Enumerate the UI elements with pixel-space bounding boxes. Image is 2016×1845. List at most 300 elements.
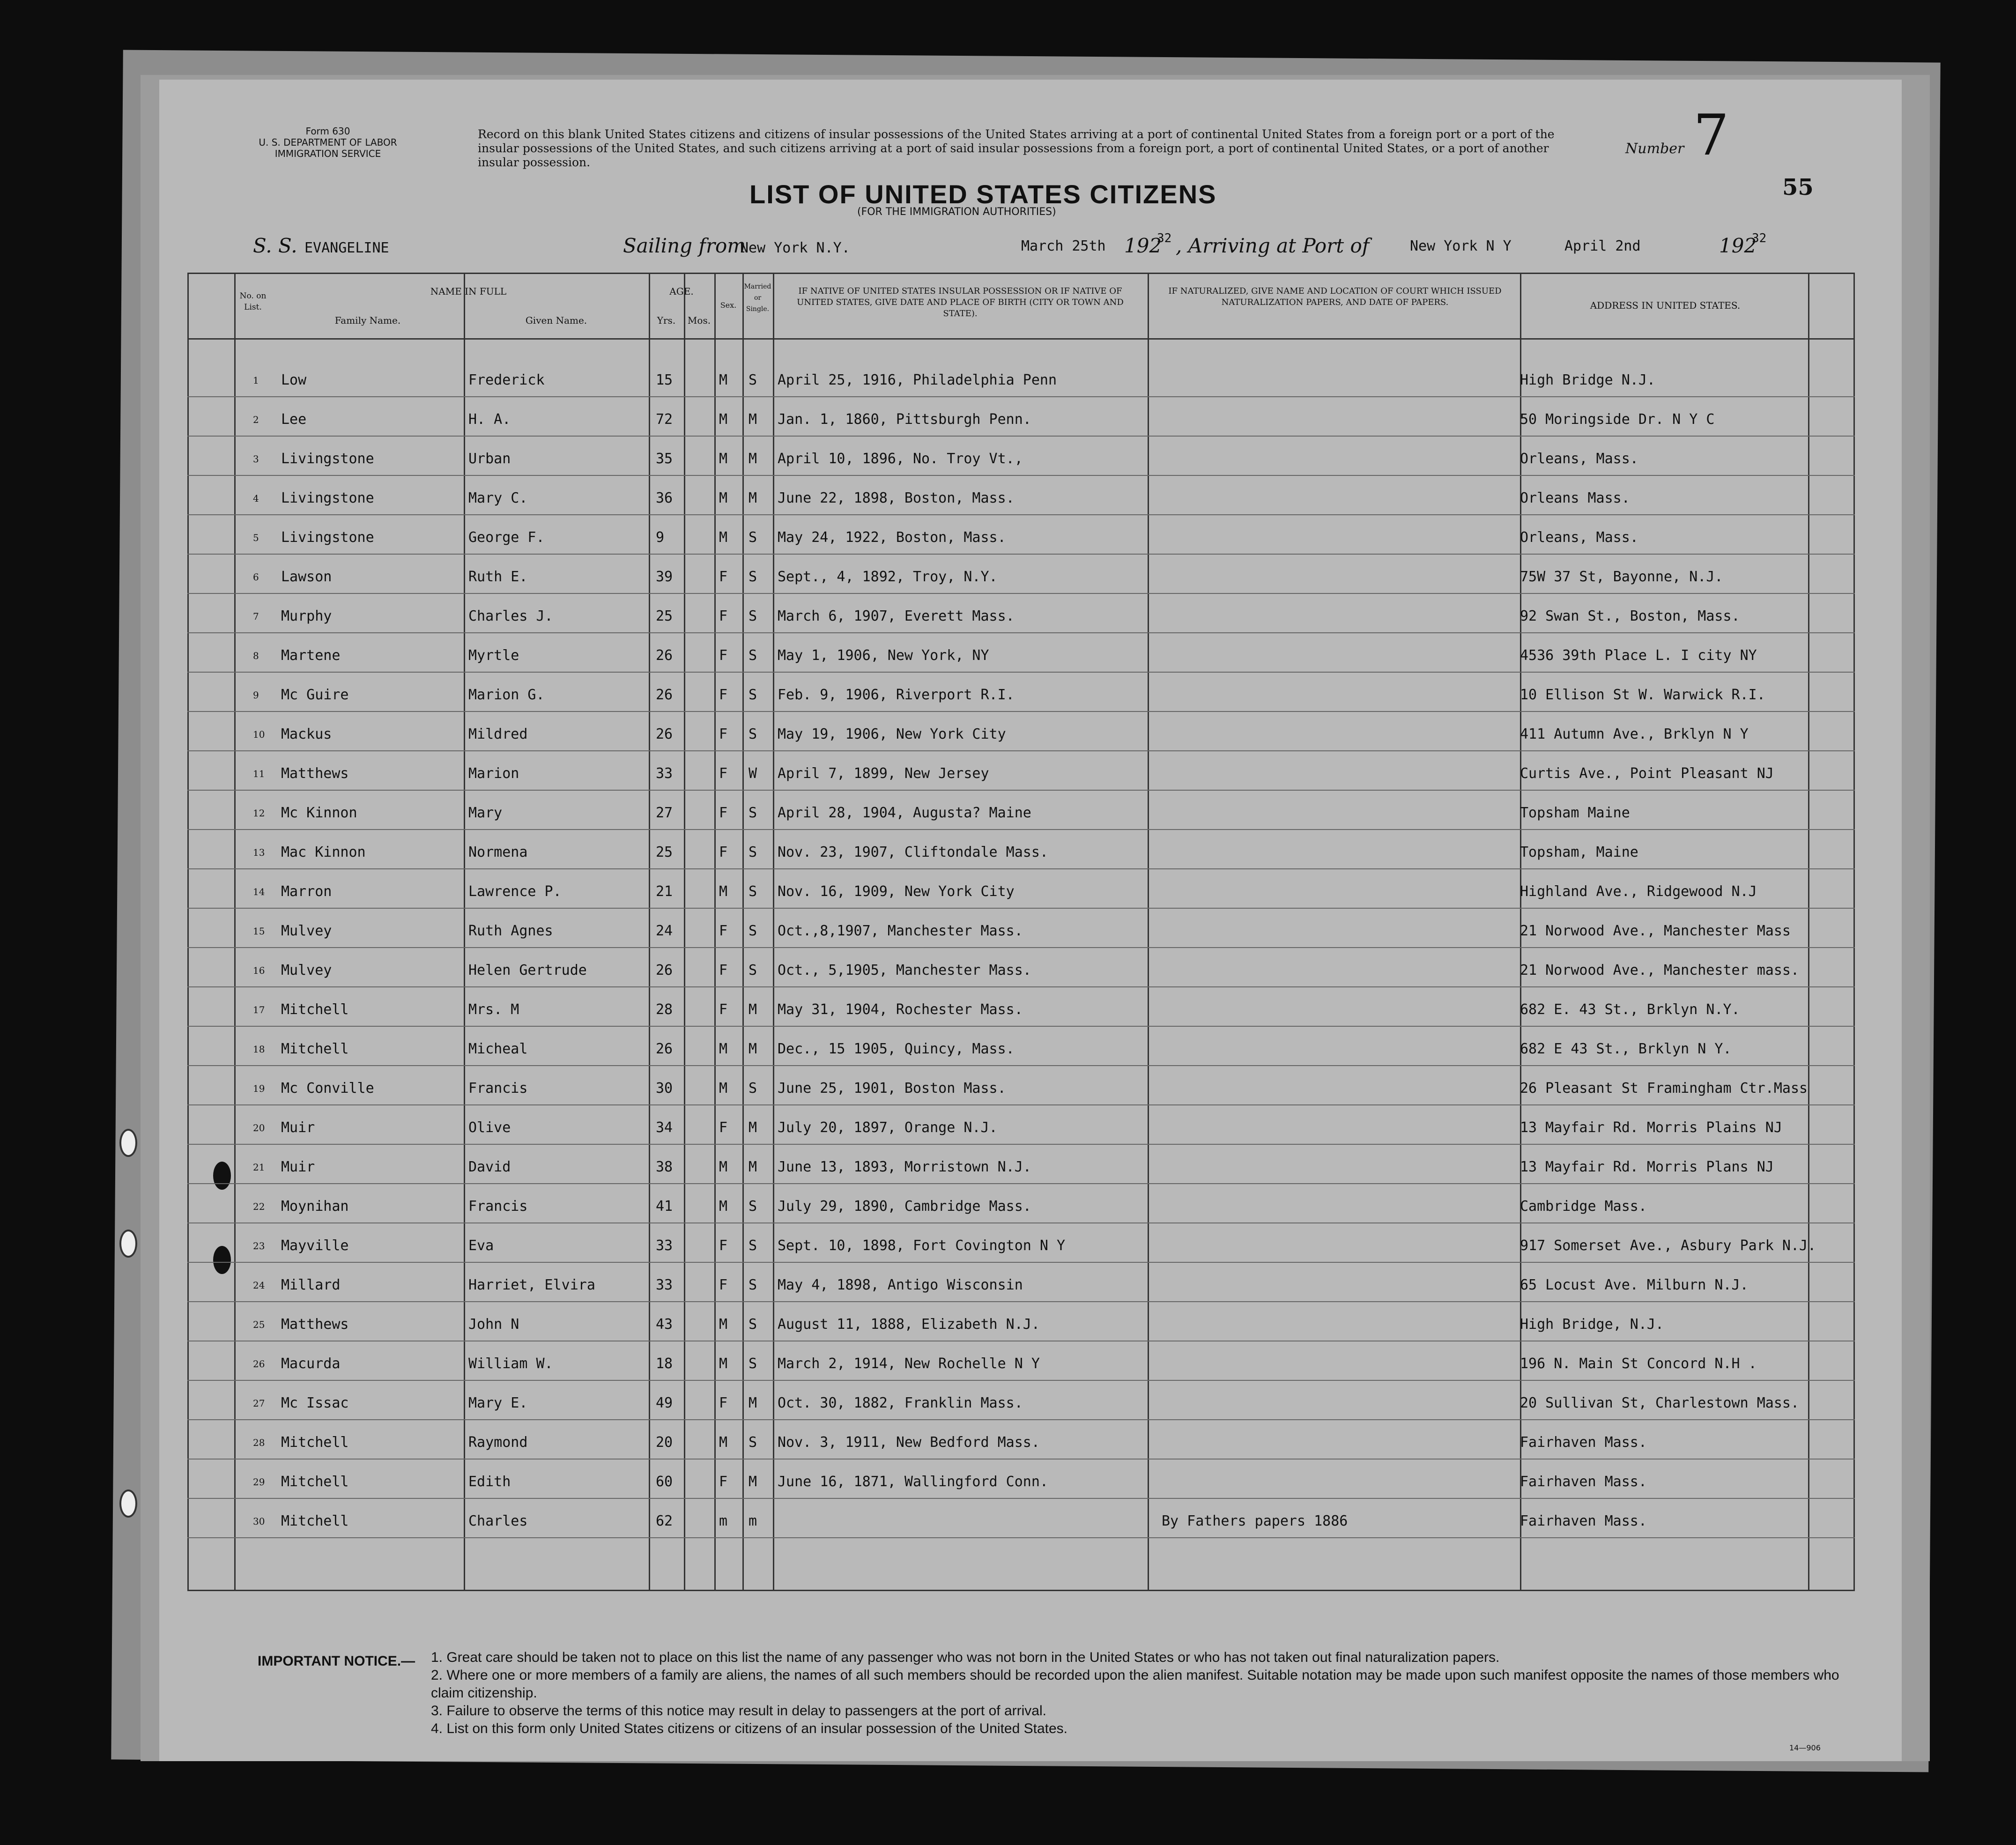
notice-item: 1. Great care should be taken not to place on this list the name of any passenger who was not born in the United States or who has not taken out final naturalization papers. (431, 1650, 1500, 1665)
marital-status: M (749, 1395, 757, 1411)
address: 411 Autumn Ave., Brklyn N Y (1520, 726, 1749, 742)
table-row (187, 916, 1855, 944)
address: 917 Somerset Ave., Asbury Park N.J. (1520, 1237, 1816, 1254)
birth-info: Feb. 9, 1906, Riverport R.I. (778, 687, 1015, 703)
given-name: Lawrence P. (468, 883, 562, 900)
record-instructions: Record on this blank United States citizens and citizens of insular possessions of the United States arriving at a port of continental United States from a foreign port or a port of the insular possessions of the United States, and such citizens arriving at a port of said insular possessions from a foreign port, a port of continental United States, or a port of another insular possession. (478, 127, 1555, 169)
address: Fairhaven Mass. (1520, 1434, 1647, 1451)
birth-info: Oct.,8,1907, Manchester Mass. (778, 923, 1023, 939)
marital-status: S (749, 1198, 757, 1215)
age-years: 27 (656, 805, 673, 821)
table-row (187, 1310, 1855, 1338)
marital-status: S (749, 1277, 757, 1293)
age-years: 34 (656, 1119, 673, 1136)
birth-info: April 10, 1896, No. Troy Vt., (778, 451, 1023, 467)
family-name: Livingstone (281, 529, 374, 546)
family-name: Lawson (281, 569, 332, 585)
family-name: Moynihan (281, 1198, 349, 1215)
given-name: H. A. (468, 411, 511, 428)
given-name: Eva (468, 1237, 494, 1254)
family-name: Mulvey (281, 923, 332, 939)
row-rule (187, 1419, 1855, 1420)
birth-info: Dec., 15 1905, Quincy, Mass. (778, 1041, 1015, 1057)
sex: M (719, 883, 728, 900)
given-name: Mrs. M (468, 1001, 519, 1018)
age-years: 21 (656, 883, 673, 900)
age-years: 36 (656, 490, 673, 506)
sex: F (719, 569, 728, 585)
given-name: Marion G. (468, 687, 545, 703)
table-row (187, 1388, 1855, 1416)
birth-info: Nov. 3, 1911, New Bedford Mass. (778, 1434, 1040, 1451)
sex: F (719, 1277, 728, 1293)
sex: F (719, 1119, 728, 1136)
row-number: 5 (253, 532, 259, 543)
given-name: Normena (468, 844, 528, 860)
birth-info: March 2, 1914, New Rochelle N Y (778, 1356, 1040, 1372)
col-naturalized-header: IF NATURALIZED, GIVE NAME AND LOCATION OF COURT WHICH ISSUED NATURALIZATION PAPERS, AND DATE OF PAPERS. (1168, 286, 1502, 307)
given-name: Olive (468, 1119, 511, 1136)
table-row (187, 1428, 1855, 1456)
marital-status: M (749, 451, 757, 467)
row-rule (187, 475, 1855, 476)
sex: M (719, 1080, 728, 1097)
family-name: Livingstone (281, 451, 374, 467)
row-rule (187, 1183, 1855, 1184)
table-row (187, 1270, 1855, 1298)
marital-status: S (749, 687, 757, 703)
age-years: 62 (656, 1513, 673, 1529)
given-name: Frederick (468, 372, 545, 388)
table-row (187, 1506, 1855, 1534)
row-rule (187, 672, 1855, 673)
table-row (187, 1192, 1855, 1220)
row-number: 1 (253, 375, 259, 386)
row-number: 21 (253, 1162, 265, 1173)
given-name: Micheal (468, 1041, 528, 1057)
ss-label: S. S. (253, 234, 297, 257)
birth-info: Nov. 23, 1907, Cliftondale Mass. (778, 844, 1048, 860)
table-row (187, 680, 1855, 708)
age-years: 41 (656, 1198, 673, 1215)
row-number: 10 (253, 729, 265, 740)
row-rule (187, 908, 1855, 909)
family-name: Mackus (281, 726, 332, 742)
row-rule (187, 1026, 1855, 1027)
birth-info: April 7, 1899, New Jersey (778, 765, 989, 782)
naturalization-info: By Fathers papers 1886 (1162, 1513, 1348, 1529)
table-row (187, 798, 1855, 826)
family-name: Livingstone (281, 490, 374, 506)
table-row (187, 837, 1855, 866)
row-number: 6 (253, 571, 259, 583)
given-name: Urban (468, 451, 511, 467)
given-name: George F. (468, 529, 545, 546)
table-row (187, 641, 1855, 669)
table-row (187, 601, 1855, 630)
sailing-date: March 25th (1021, 238, 1106, 254)
marital-status: m (749, 1513, 757, 1529)
marital-status: S (749, 844, 757, 860)
address: 20 Sullivan St, Charlestown Mass. (1520, 1395, 1800, 1411)
row-rule (187, 868, 1855, 869)
family-name: Mac Kinnon (281, 844, 366, 860)
row-number: 23 (253, 1240, 265, 1252)
birth-info: April 28, 1904, Augusta? Maine (778, 805, 1031, 821)
given-name: Mary (468, 805, 503, 821)
row-number: 2 (253, 414, 259, 425)
row-number: 27 (253, 1398, 265, 1409)
row-number: 25 (253, 1319, 265, 1330)
table-row (187, 1467, 1855, 1495)
sex: F (719, 765, 728, 782)
arrival-date: April 2nd (1564, 238, 1641, 254)
form-code: 14—906 (1789, 1743, 1821, 1752)
address: 196 N. Main St Concord N.H . (1520, 1356, 1757, 1372)
table-row (187, 719, 1855, 748)
age-years: 26 (656, 687, 673, 703)
address: 21 Norwood Ave., Manchester Mass (1520, 923, 1791, 939)
marital-status: M (749, 1159, 757, 1175)
sex: M (719, 1434, 728, 1451)
row-rule (187, 750, 1855, 751)
row-number: 7 (253, 611, 259, 622)
address: 75W 37 St, Bayonne, N.J. (1520, 569, 1723, 585)
marital-status: W (749, 765, 757, 782)
notice-heading: IMPORTANT NOTICE.— (258, 1653, 415, 1669)
notice-item: 2. Where one or more members of a family are aliens, the names of all such members should be recorded upon the alien manifest. Suitable notation may be made upon such manifest opposite the names of those members who claim citizenship. (431, 1667, 1839, 1701)
row-rule (187, 396, 1855, 397)
given-name: John N (468, 1316, 519, 1333)
sailing-port: New York N.Y. (740, 240, 850, 256)
sailing-label: Sailing from (623, 234, 746, 257)
row-number: 18 (253, 1044, 265, 1055)
address: High Bridge N.J. (1520, 372, 1655, 388)
marital-status: M (749, 490, 757, 506)
notice-item: 4. List on this form only United States citizens or citizens of an insular possession of the United States. (431, 1721, 1068, 1736)
marital-status: M (749, 1474, 757, 1490)
birth-info: Oct., 5,1905, Manchester Mass. (778, 962, 1031, 978)
age-years: 39 (656, 569, 673, 585)
marital-status: S (749, 608, 757, 624)
given-name: Francis (468, 1080, 528, 1097)
age-years: 18 (656, 1356, 673, 1372)
age-years: 33 (656, 1277, 673, 1293)
birth-info: Sept., 4, 1892, Troy, N.Y. (778, 569, 998, 585)
age-years: 72 (656, 411, 673, 428)
birth-info: May 31, 1904, Rochester Mass. (778, 1001, 1023, 1018)
given-name: Marion (468, 765, 519, 782)
arriving-label: , Arriving at Port of (1176, 234, 1370, 257)
row-rule (187, 986, 1855, 987)
row-rule (187, 1065, 1855, 1066)
given-name: Mildred (468, 726, 528, 742)
marital-status: S (749, 883, 757, 900)
birth-info: Sept. 10, 1898, Fort Covington N Y (778, 1237, 1066, 1254)
given-name: William W. (468, 1356, 553, 1372)
service-name: IMMIGRATION SERVICE (274, 148, 381, 159)
department-name: U. S. DEPARTMENT OF LABOR (259, 137, 397, 148)
row-rule (187, 554, 1855, 555)
marital-status: S (749, 372, 757, 388)
family-name: Muir (281, 1159, 315, 1175)
table-row (187, 1113, 1855, 1141)
table-row (187, 1034, 1855, 1062)
sex: M (719, 529, 728, 546)
birth-info: March 6, 1907, Everett Mass. (778, 608, 1015, 624)
sex: M (719, 1198, 728, 1215)
age-years: 9 (656, 529, 665, 546)
given-name: David (468, 1159, 511, 1175)
table-row (187, 562, 1855, 590)
given-name: Helen Gertrude (468, 962, 587, 978)
voyage-line (253, 231, 1799, 267)
family-name: Mitchell (281, 1434, 349, 1451)
age-years: 24 (656, 923, 673, 939)
family-name: Matthews (281, 1316, 349, 1333)
given-name: Francis (468, 1198, 528, 1215)
marital-status: M (749, 1001, 757, 1018)
notice-item: 3. Failure to observe the terms of this notice may result in delay to passengers at the port of arrival. (431, 1703, 1046, 1719)
birth-info: June 16, 1871, Wallingford Conn. (778, 1474, 1048, 1490)
arrival-year: 32 (1752, 231, 1767, 245)
address: 65 Locust Ave. Milburn N.J. (1520, 1277, 1749, 1293)
row-rule (187, 1459, 1855, 1460)
marital-status: S (749, 569, 757, 585)
row-number: 28 (253, 1437, 265, 1448)
age-years: 49 (656, 1395, 673, 1411)
age-years: 30 (656, 1080, 673, 1097)
birth-info: July 29, 1890, Cambridge Mass. (778, 1198, 1031, 1215)
given-name: Charles (468, 1513, 528, 1529)
col-sex-header: Sex. (720, 301, 737, 310)
sex: m (719, 1513, 728, 1529)
address: 10 Ellison St W. Warwick R.I. (1520, 687, 1765, 703)
age-years: 26 (656, 1041, 673, 1057)
table-row (187, 365, 1855, 393)
col-no-header: No. on List. (239, 291, 267, 312)
sex: F (719, 608, 728, 624)
sex: F (719, 805, 728, 821)
given-name: Harriet, Elvira (468, 1277, 595, 1293)
row-rule (187, 1104, 1855, 1105)
table-row (187, 523, 1855, 551)
row-rule (187, 514, 1855, 515)
age-years: 33 (656, 1237, 673, 1254)
marital-status: M (749, 1041, 757, 1057)
row-rule (187, 1380, 1855, 1381)
age-years: 35 (656, 451, 673, 467)
family-name: Mc Issac (281, 1395, 349, 1411)
form-id-block (234, 126, 422, 159)
col-name-header: NAME IN FULL (430, 286, 507, 297)
list-number: 7 (1693, 103, 1729, 168)
birth-info: Nov. 16, 1909, New York City (778, 883, 1015, 900)
age-years: 20 (656, 1434, 673, 1451)
row-rule (187, 790, 1855, 791)
table-row (187, 1231, 1855, 1259)
row-number: 22 (253, 1201, 265, 1212)
family-name: Martene (281, 647, 341, 664)
col-age-header: AGE. (669, 286, 694, 297)
birth-info: April 25, 1916, Philadelphia Penn (778, 372, 1057, 388)
marital-status: S (749, 1434, 757, 1451)
birth-info: June 22, 1898, Boston, Mass. (778, 490, 1015, 506)
family-name: Mulvey (281, 962, 332, 978)
row-number: 12 (253, 808, 265, 819)
page-number: 55 (1782, 174, 1814, 200)
given-name: Myrtle (468, 647, 519, 664)
family-name: Mitchell (281, 1513, 349, 1529)
marital-status: S (749, 529, 757, 546)
row-number: 20 (253, 1122, 265, 1134)
address: 4536 39th Place L. I city NY (1520, 647, 1757, 664)
family-name: Matthews (281, 765, 349, 782)
row-number: 3 (253, 453, 259, 465)
age-years: 25 (656, 844, 673, 860)
address: Fairhaven Mass. (1520, 1474, 1647, 1490)
family-name: Marron (281, 883, 332, 900)
birth-info: May 19, 1906, New York City (778, 726, 1006, 742)
address: Fairhaven Mass. (1520, 1513, 1647, 1529)
marital-status: S (749, 962, 757, 978)
sex: F (719, 647, 728, 664)
sex: M (719, 1316, 728, 1333)
number-label: Number (1625, 141, 1684, 157)
marital-status: M (749, 1119, 757, 1136)
row-rule (187, 632, 1855, 633)
address: Topsham Maine (1520, 805, 1630, 821)
col-married-header: Married or Single. (744, 283, 771, 313)
given-name: Mary E. (468, 1395, 528, 1411)
address: Topsham, Maine (1520, 844, 1638, 860)
row-rule (187, 1301, 1855, 1302)
row-rule (187, 1262, 1855, 1263)
marital-status: M (749, 411, 757, 428)
sex: F (719, 1474, 728, 1490)
given-name: Charles J. (468, 608, 553, 624)
age-years: 33 (656, 765, 673, 782)
row-rule (187, 711, 1855, 712)
birth-info: June 13, 1893, Morristown N.J. (778, 1159, 1031, 1175)
given-name: Raymond (468, 1434, 528, 1451)
age-years: 26 (656, 962, 673, 978)
row-rule (187, 1498, 1855, 1499)
family-name: Low (281, 372, 307, 388)
table-row (187, 405, 1855, 433)
arrival-year-prefix: 192 (1719, 234, 1757, 257)
age-years: 25 (656, 608, 673, 624)
table-row (187, 483, 1855, 511)
sex: F (719, 1395, 728, 1411)
sail-year: 32 (1157, 231, 1172, 245)
address: 26 Pleasant St Framingham Ctr.Mass (1520, 1080, 1808, 1097)
row-rule (187, 593, 1855, 594)
family-name: Mc Kinnon (281, 805, 357, 821)
row-number: 13 (253, 847, 265, 858)
col-given-header: Given Name. (525, 315, 587, 326)
given-name: Ruth E. (468, 569, 528, 585)
table-row (187, 1074, 1855, 1102)
birth-info: Oct. 30, 1882, Franklin Mass. (778, 1395, 1023, 1411)
row-rule (187, 947, 1855, 948)
given-name: Mary C. (468, 490, 528, 506)
col-mos-header: Mos. (687, 315, 711, 326)
col-family-header: Family Name. (334, 315, 401, 326)
row-number: 30 (253, 1516, 265, 1527)
age-years: 26 (656, 647, 673, 664)
family-name: Murphy (281, 608, 332, 624)
address: 21 Norwood Ave., Manchester mass. (1520, 962, 1800, 978)
address: Highland Ave., Ridgewood N.J (1520, 883, 1757, 900)
ship-name: EVANGELINE (304, 240, 389, 256)
table-row (187, 956, 1855, 984)
row-number: 29 (253, 1476, 265, 1488)
sex: M (719, 490, 728, 506)
form-number: Form 630 (305, 126, 350, 137)
address: Cambridge Mass. (1520, 1198, 1647, 1215)
row-number: 4 (253, 493, 259, 504)
sex: F (719, 844, 728, 860)
age-years: 26 (656, 726, 673, 742)
family-name: Mc Guire (281, 687, 349, 703)
row-number: 15 (253, 926, 265, 937)
page-subtitle: (FOR THE IMMIGRATION AUTHORITIES) (857, 206, 1056, 218)
table-row (187, 444, 1855, 472)
sex: M (719, 411, 728, 428)
age-years: 38 (656, 1159, 673, 1175)
address: 92 Swan St., Boston, Mass. (1520, 608, 1740, 624)
family-name: Mc Conville (281, 1080, 374, 1097)
family-name: Macurda (281, 1356, 341, 1372)
given-name: Edith (468, 1474, 511, 1490)
sex: F (719, 1237, 728, 1254)
age-years: 43 (656, 1316, 673, 1333)
address: 682 E 43 St., Brklyn N Y. (1520, 1041, 1732, 1057)
row-number: 17 (253, 1004, 265, 1015)
sex: M (719, 1159, 728, 1175)
birth-info: July 20, 1897, Orange N.J. (778, 1119, 998, 1136)
age-years: 28 (656, 1001, 673, 1018)
address: Curtis Ave., Point Pleasant NJ (1520, 765, 1774, 782)
family-name: Lee (281, 411, 307, 428)
table-row (187, 877, 1855, 905)
family-name: Millard (281, 1277, 341, 1293)
address: Orleans Mass. (1520, 490, 1630, 506)
age-years: 15 (656, 372, 673, 388)
given-name: Ruth Agnes (468, 923, 553, 939)
age-years: 60 (656, 1474, 673, 1490)
address: 13 Mayfair Rd. Morris Plans NJ (1520, 1159, 1774, 1175)
sex: F (719, 962, 728, 978)
address: High Bridge, N.J. (1520, 1316, 1664, 1333)
address: Orleans, Mass. (1520, 451, 1638, 467)
marital-status: S (749, 1237, 757, 1254)
table-row (187, 1152, 1855, 1180)
marital-status: S (749, 647, 757, 664)
row-number: 24 (253, 1280, 265, 1291)
row-number: 14 (253, 886, 265, 897)
address: Orleans, Mass. (1520, 529, 1638, 546)
family-name: Mitchell (281, 1474, 349, 1490)
sex: F (719, 923, 728, 939)
row-rule (187, 1537, 1855, 1538)
address: 682 E. 43 St., Brklyn N.Y. (1520, 1001, 1740, 1018)
birth-info: May 1, 1906, New York, NY (778, 647, 989, 664)
marital-status: S (749, 923, 757, 939)
address: 13 Mayfair Rd. Morris Plains NJ (1520, 1119, 1782, 1136)
family-name: Mayville (281, 1237, 349, 1254)
